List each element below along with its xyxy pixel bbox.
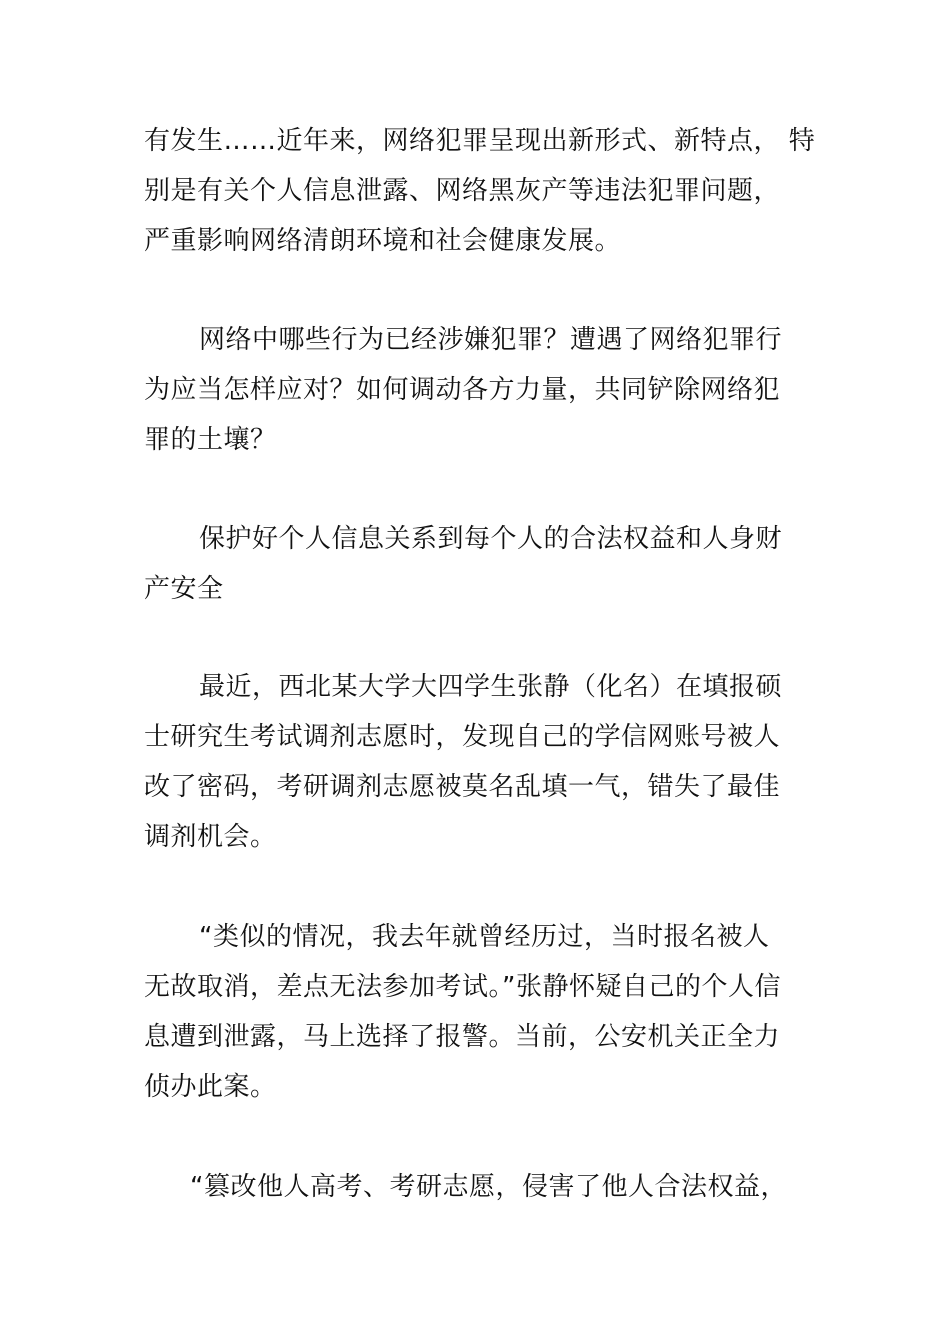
- text-line: 无故取消，差点无法参加考试。”张静怀疑自己的个人信: [144, 972, 781, 1002]
- text-line: 保护好个人信息关系到每个人的合法权益和人身财: [199, 524, 783, 554]
- text-line: 侦办此案。: [144, 1072, 277, 1102]
- text-line: 罪的土壤？: [144, 425, 277, 455]
- text-line: “类似的情况，我去年就曾经历过，当时报名被人: [199, 922, 770, 952]
- paragraph-5: [144, 912, 824, 1112]
- text-line: 为应当怎样应对？如何调动各方力量，共同铲除网络犯: [144, 375, 781, 405]
- text-line: 最近，西北某大学大四学生张静（化名）在填报硕: [199, 672, 783, 702]
- text-line: 息遭到泄露，马上选择了报警。当前，公安机关正全力: [144, 1022, 781, 1052]
- text-line: 士研究生考试调剂志愿时，发现自己的学信网账号被人: [144, 722, 781, 752]
- paragraph-6: [144, 1162, 824, 1212]
- text-line: 有发生……近年来，网络犯罪呈现出新形式、新特点， 特: [144, 126, 816, 156]
- text-line: 别是有关个人信息泄露、网络黑灰产等违法犯罪问题，: [144, 176, 781, 206]
- text-line: “篡改他人高考、考研志愿，侵害了他人合法权益，: [190, 1172, 787, 1202]
- text-line: 改了密码，考研调剂志愿被莫名乱填一气，错失了最佳: [144, 772, 781, 802]
- text-line: 产安全: [144, 574, 224, 604]
- text-line: 严重影响网络清朗环境和社会健康发展。: [144, 226, 622, 256]
- text-line: 网络中哪些行为已经涉嫌犯罪？遭遇了网络犯罪行: [199, 325, 783, 355]
- paragraph-4: [144, 662, 824, 862]
- text-line: 调剂机会。: [144, 822, 277, 852]
- paragraph-1: [144, 116, 824, 266]
- paragraph-3: [144, 514, 824, 614]
- paragraph-2: [144, 315, 824, 465]
